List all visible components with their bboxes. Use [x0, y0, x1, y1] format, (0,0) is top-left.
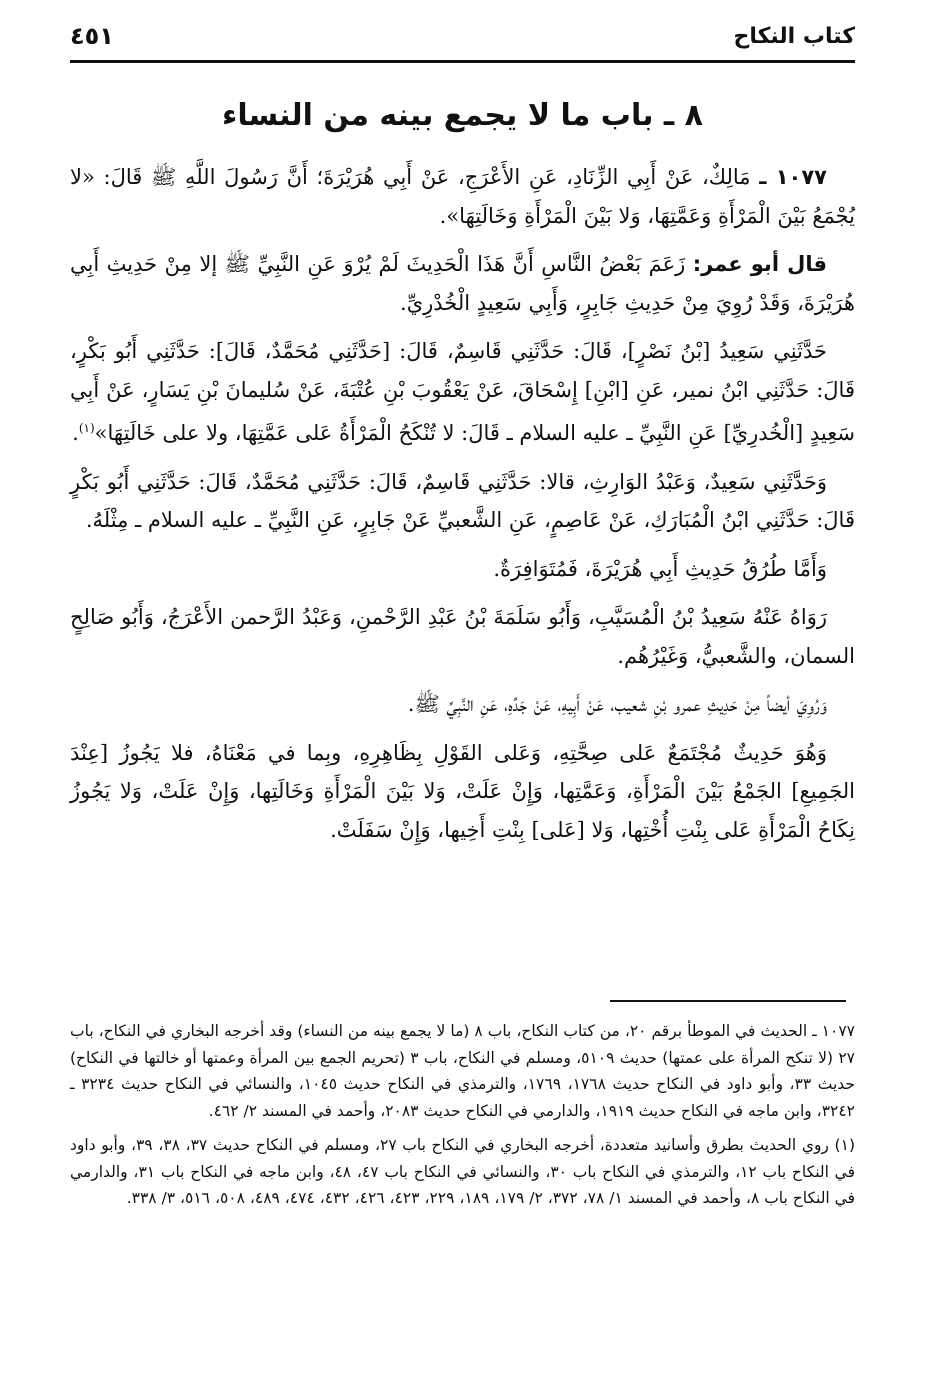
main-text — [70, 158, 855, 859]
footnote-hadith: ١٠٧٧ ـ الحديث في الموطأ برقم ٢٠، من كتاب النكاح، باب ٨ (ما لا يجمع بينه من النساء) وقد أخرجه البخاري في النكاح، باب ٢٧ (لا تنكح المرأة على عمتها) حديث ٥١٠٩، ومسلم في النكاح، باب ٣ (تحريم الجمع بين المرأة وعمتها أو خالتها في النكاح) حديث ٣٣، وأبو داود في النكاح حديث ١٧٦٨، ١٧٦٩، والترمذي في النكاح حديث ١٠٤٥، والنسائي في النكاح حديث ٣٢٣٤ ـ ٣٢٤٢، وابن ماجه في النكاح حديث ١٩١٩، والدارمي في النكاح حديث ٢٠٨٣، وأحمد في المسند ٢/ ٤٦٢. — [70, 1022, 856, 1120]
commentary-text-2-end: . — [72, 421, 79, 445]
commentary-text-1: زَعَمَ بَعْضُ النَّاسِ أَنَّ هَذَا الْحَدِيثَ لَمْ يُرْوَ عَنِ النَّبِيِّ ﷺ إلا مِنْ حَدِيثِ أَبِي هُرَيْرَةَ، وَقَدْ رُوِيَ مِنْ حَدِيثِ جَابِرٍ، وَأَبِي سَعِيدٍ الْخُدْرِيِّ. — [70, 252, 855, 315]
commentary-paragraph-3: وَحَدَّثَنِي سَعِيدٌ، وَعَبْدُ الوَارِثِ، قالا: حَدَّثَنِي قَاسِمٌ، قَالَ: حَدَّثَنِي مُحَمَّدٌ، قَالَ: حَدَّثَنِي أَبُو بَكْرٍ قَالَ: حَدَّثَنِي ابْنُ الْمُبَارَكِ، عَنْ عَاصِمٍ، عَنِ الشَّعبيِّ عَنْ جَابِرٍ، عَنِ النَّبِيِّ ـ عليه السلام ـ مِثْلَهُ. — [70, 469, 855, 532]
commentary-paragraph-5: رَوَاهُ عَنْهُ سَعِيدُ بْنُ الْمُسَيَّبِ، وَأَبُو سَلَمَةَ بْنُ عَبْدِ الرَّحْمنِ، وَعَبْدُ الرَّحمن الأَعْرَجُ، وَأَبُو صَالِحٍ السمان، والشَّعبيُّ، وَغَيْرُهُم. — [70, 605, 855, 668]
commentary-paragraph-6: وَرُوِيَ أيضاً مِنْ حَدِيثِ عمرو بْنِ شعيب، عَنْ أَبِيهِ، عَنْ جَدِّهِ، عَنِ النَّبِيِّ ﷺ. — [407, 692, 827, 716]
running-title: كتاب النكاح — [733, 24, 855, 49]
commentary-speaker: قال أبو عمر: — [692, 252, 827, 276]
footnote-divider — [610, 1000, 846, 1002]
hadith-text: مَالِكٌ، عَنْ أَبِي الزِّنَادِ، عَنِ الأَعْرَجِ، عَنْ أَبِي هُرَيْرَةَ؛ أَنَّ رَسُولَ اللَّهِ ﷺ قَالَ: «لا يُجْمَعُ بَيْنَ الْمَرْأَةِ وَعَمَّتِهَا، وَلا بَيْنَ الْمَرْأَةِ وَخَالَتِهَا». — [70, 165, 855, 228]
footnote-reference: (١) — [78, 421, 95, 435]
page-number: ٤٥١ — [70, 22, 114, 50]
footnote-1: (١) روي الحديث بطرق وأسانيد متعددة، أخرجه البخاري في النكاح باب ٢٧، ومسلم في النكاح حديث ٣٧، ٣٨، ٣٩، وأبو داود في النكاح باب ١٢، والترمذي في النكاح باب ٣٠، والنسائي في النكاح باب ٤٧، ٤٨، وابن ماجه في النكاح باب ٣١، والدارمي في النكاح باب ٨، وأحمد في المسند ١/ ٧٨، ٣٧٢، ٢/ ١٧٩، ١٨٩، ٢٢٩، ٤٢٣، ٤٢٦، ٤٣٢، ٤٧٤، ٤٨٩، ٥٠٨، ٥١٦، ٣/ ٣٣٨. — [70, 1136, 856, 1207]
chapter-heading: ٨ ـ باب ما لا يجمع بينه من النساء — [222, 98, 703, 133]
hadith-number: ١٠٧٧ ـ — [759, 165, 827, 189]
commentary-paragraph-2 — [70, 332, 855, 453]
commentary-paragraph-1 — [70, 245, 855, 322]
commentary-paragraph-7: وَهُوَ حَدِيثٌ مُجْتَمَعٌ عَلى صِحَّتِهِ، وَعَلى القَوْلِ بِظَاهِرِهِ، وبِما في مَعْنَاهُ، فلا يَجُوزُ [عِنْدَ الجَمِيعِ] الجَمْعُ بَيْنَ الْمَرْأَةِ، وَعَمَّتِها، وَإِنْ عَلَتْ، وَلا بَيْنَ الْمَرْأَةِ وَخَالَتِها، وَإِنْ عَلَتْ، وَلا يَجُوزُ نِكَاحُ الْمَرْأَةِ عَلى بِنْتِ أُخْتِها، وَلا [عَلى] بِنْتِ أَخِيها، وَإِنْ سَفَلَتْ. — [70, 740, 855, 842]
commentary-paragraph-4: وَأَمَّا طُرُقُ حَدِيثِ أَبِي هُرَيْرَةَ، فَمُتَوَافِرَةٌ. — [493, 556, 827, 581]
footnotes — [70, 1018, 855, 1220]
commentary-text-2: حَدَّثَنِي سَعِيدُ [بْنُ نَصْرٍ]، قَالَ: حَدَّثَنِي قَاسِمٌ، قَالَ: [حَدَّثَنِي مُحَمَّدٌ، قَالَ]: حَدَّثَنِي أَبُو بَكْرٍ، قَالَ: حَدَّثَنِي ابْنُ نمير، عَنِ [ابْنِ] إِسْحَاقَ، عَنْ يَعْقُوبَ بْنِ عُتْبَةَ، عَنْ سُليمانَ بْنِ يَسَارٍ، عَنْ أَبِي سَعِيدٍ [الْخُدرِيِّ] عَنِ النَّبِيِّ ـ عليه السلام ـ قَالَ: لا تُنْكَحُ الْمَرْأَةُ عَلى عَمَّتِهَا، ولا على خَالَتِهَا» — [70, 339, 855, 445]
hadith-paragraph — [70, 158, 855, 235]
page-header — [70, 18, 855, 63]
